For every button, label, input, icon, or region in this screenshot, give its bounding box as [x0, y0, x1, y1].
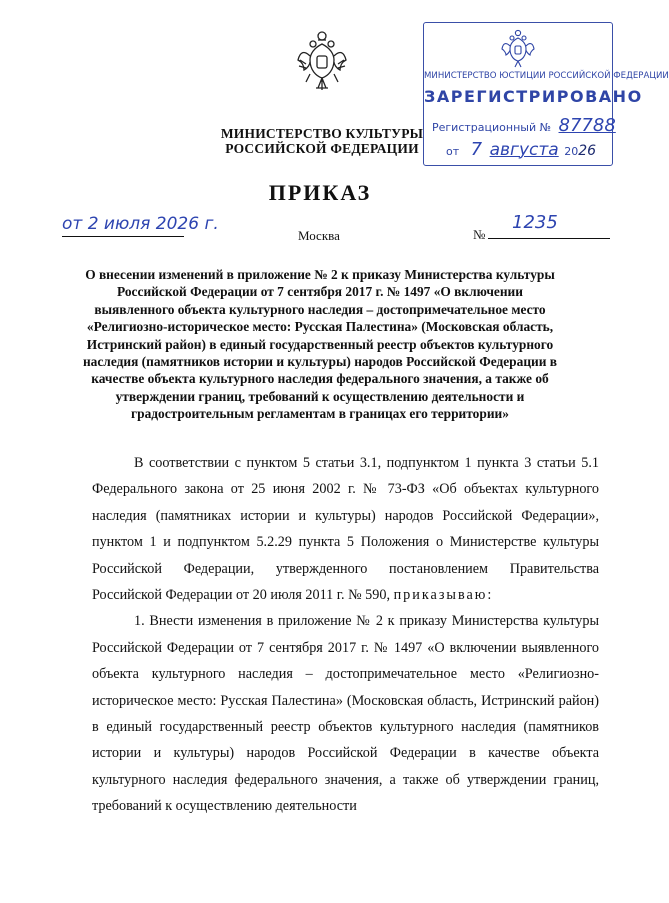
ministry-name-line1: МИНИСТЕРСТВО КУЛЬТУРЫ — [220, 126, 424, 141]
stamp-reg-number-value: 87788 — [558, 115, 616, 136]
stamp-reg-number — [432, 115, 616, 136]
order-number: 1235 — [512, 212, 558, 233]
order-city: Москва — [298, 228, 340, 243]
stamp-reg-label: Регистрационный № — [432, 121, 552, 134]
order-number-label: № — [473, 227, 486, 242]
order-directive: приказываю: — [393, 587, 494, 604]
stamp-date-year-hand: 26 — [578, 143, 597, 159]
stamp-date-month: августа — [489, 140, 559, 160]
stamp-date-day: 7 — [470, 139, 483, 160]
order-heading: О внесении изменений в приложение № 2 к приказу Министерства культуры Российской Федерации от 7 сентября 2017 г. № 1497 «О включении выявленного объекта культурного наследия – достопримечательное место «Религиозно-историческое место: Русская Палестина» (Московская область, Истринский район) в единый государственный реестр объектов культурного наследия (памятников истории и культуры) народов Российской Федерации в качестве объекта культурного наследия федерального значения, а также об утверждении границ, требований к осуществлению деятельности и градостроительным регламентам в границах его территории» — [82, 267, 558, 422]
order-number-line — [488, 238, 610, 239]
coat-of-arms-icon — [296, 30, 348, 94]
stamp-emblem-icon — [500, 29, 536, 69]
registration-stamp — [423, 22, 669, 166]
stamp-ministry: МИНИСТЕРСТВО ЮСТИЦИИ РОССИЙСКОЙ ФЕДЕРАЦИИ — [424, 71, 669, 81]
document-title: ПРИКАЗ — [268, 180, 372, 205]
stamp-date-year-print: 20 — [564, 145, 579, 158]
order-date-line — [62, 236, 184, 237]
body-paragraph-1-text: В соответствии с пунктом 5 статьи 3.1, подпунктом 1 пункта 3 статьи 5.1 Федерального закона от 25 июня 2002 г. № 73-ФЗ «Об объектах культурного наследия (памятниках истории и культуры) народов Российской Федерации», пунктом 1 и подпунктом 5.2.29 пункта 5 Положения о Министерстве культуры Российской Федерации, утвержденного постановлением Правительства Российской Федерации от 20 июля 2011 г. № 590, — [92, 455, 599, 604]
order-body — [92, 450, 599, 820]
stamp-date-prefix: от — [446, 145, 460, 158]
body-paragraph-2: 1. Внести изменения в приложение № 2 к приказу Министерства культуры Российской Федерации от 7 сентября 2017 г. № 1497 «О включении выявленного объекта культурного наследия – достопримечательное место «Религиозно-историческое место: Русская Палестина» (Московская область, Истринский район) в единый государственный реестр объектов культурного наследия (памятников истории и культуры) народов Российской Федерации в качестве объекта культурного наследия федерального значения, а также об утверждении границ, требований к осуществлению деятельности — [92, 613, 599, 815]
ministry-name — [200, 126, 444, 156]
stamp-date — [446, 139, 596, 160]
stamp-registered: ЗАРЕГИСТРИРОВАНО — [424, 87, 643, 106]
body-paragraph-1 — [92, 450, 599, 608]
order-date: от 2 июля 2026 г. — [62, 214, 219, 234]
ministry-name-line2: РОССИЙСКОЙ ФЕДЕРАЦИИ — [225, 141, 419, 156]
